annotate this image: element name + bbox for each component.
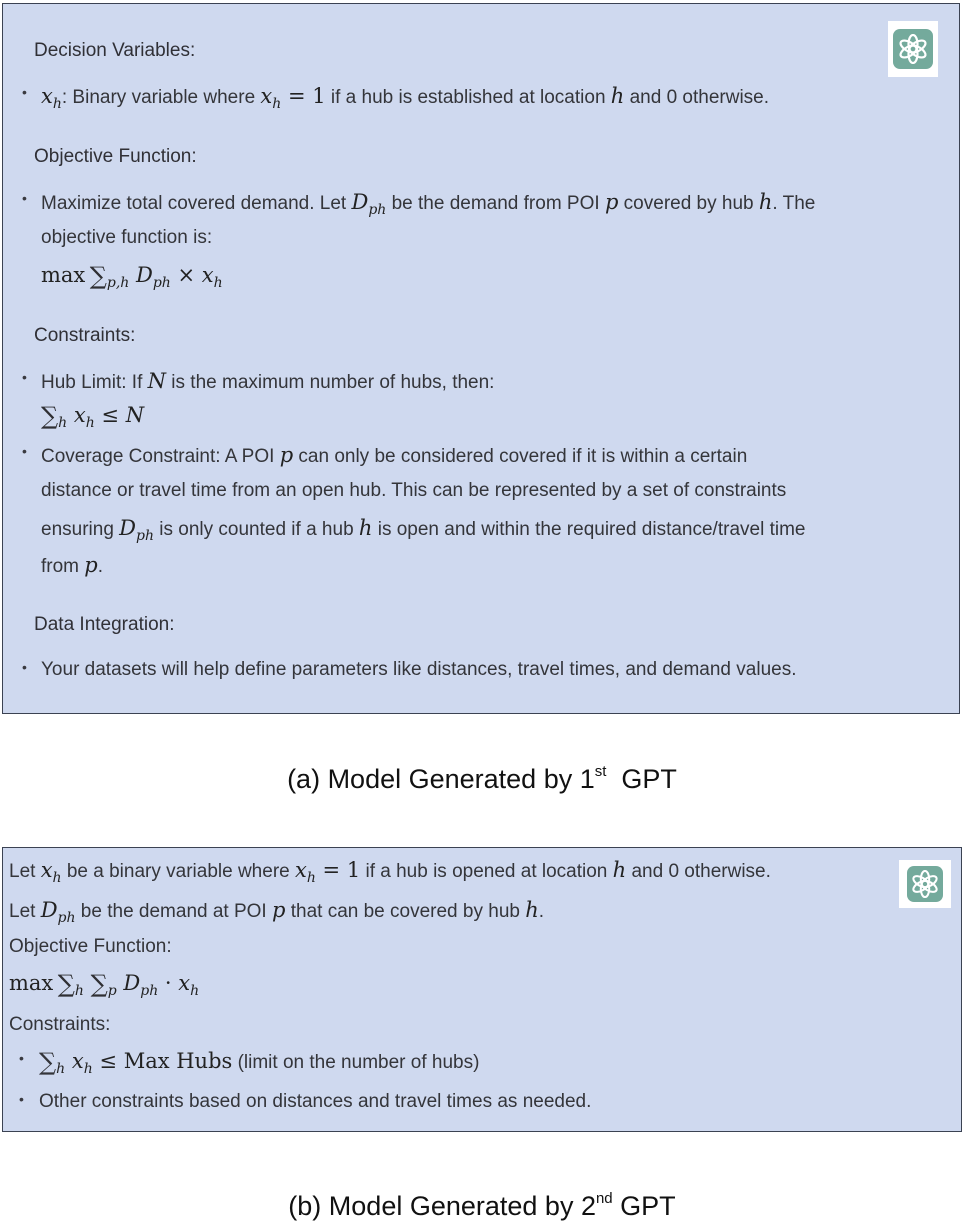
objective-function-label: Objective Function: [9, 936, 172, 957]
section-heading-objective-function: Objective Function: [34, 146, 197, 167]
section-heading-decision-variables: Decision Variables: [34, 40, 196, 61]
chatgpt-logo-icon [899, 860, 951, 908]
bullet-icon: • [22, 84, 27, 100]
chatgpt-logo-icon [888, 21, 938, 77]
coverage-constraint: Coverage Constraint: A POI p can only be considered covered if it is within a certain [41, 443, 748, 467]
hub-limit-formula: $\sum_h$ $x_h \le N$ [41, 402, 145, 431]
objective-description: Maximize total covered demand. Let $D_{ph}$ be the demand from POI p covered by hub h. The [41, 190, 816, 218]
decision-variable-item: $x_h$: Binary variable where $x_h = 1$ if a hub is established at location h and 0 otherwise. [41, 84, 770, 112]
data-integration-item: Your datasets will help define parameters like distances, travel times, and demand values. [41, 659, 797, 680]
section-heading-constraints: Constraints: [34, 325, 136, 346]
caption-a: (a) Model Generated by 1st GPT [287, 763, 677, 794]
variable-definition-line: Let $x_h$ be a binary variable where $x_h = 1$ if a hub is opened at location h and 0 otherwise. [9, 858, 771, 886]
bullet-icon: • [19, 1091, 24, 1107]
demand-definition-line: Let $D_{ph}$ be the demand at POI p that can be covered by hub h. [9, 898, 545, 926]
bullet-icon: • [22, 659, 27, 675]
objective-formula: $\max \sum_{p,h}$ $D_{ph} \times x_h$ [41, 262, 223, 291]
section-heading-data-integration: Data Integration: [34, 614, 175, 635]
constraints-label: Constraints: [9, 1014, 111, 1035]
bullet-icon: • [22, 369, 27, 385]
bullet-icon: • [22, 190, 27, 206]
coverage-constraint-line2: distance or travel time from an open hub. This can be represented by a set of constraints [41, 480, 787, 501]
panel-b-second-gpt-model [2, 847, 962, 1132]
panel-a-first-gpt-model [2, 3, 960, 714]
coverage-constraint-line4: from p. [41, 553, 104, 577]
hub-limit-constraint: Hub Limit: If N is the maximum number of hubs, then: [41, 369, 495, 393]
bullet-icon: • [19, 1050, 24, 1066]
objective-description-line2: objective function is: [41, 227, 213, 248]
coverage-constraint-line3: ensuring $D_{ph}$ is only counted if a hub h is open and within the required distance/travel time [41, 516, 806, 544]
caption-b: (b) Model Generated by 2nd GPT [288, 1190, 676, 1221]
max-hubs-constraint: $\sum_h$ $x_h$ ≤ Max Hubs (limit on the number of hubs) [39, 1048, 480, 1077]
bullet-icon: • [22, 443, 27, 459]
objective-formula: $\max \sum_h$ $\sum_p$ $D_{ph} \cdot x_h$ [9, 970, 200, 999]
other-constraints-item: Other constraints based on distances and travel times as needed. [39, 1091, 592, 1112]
